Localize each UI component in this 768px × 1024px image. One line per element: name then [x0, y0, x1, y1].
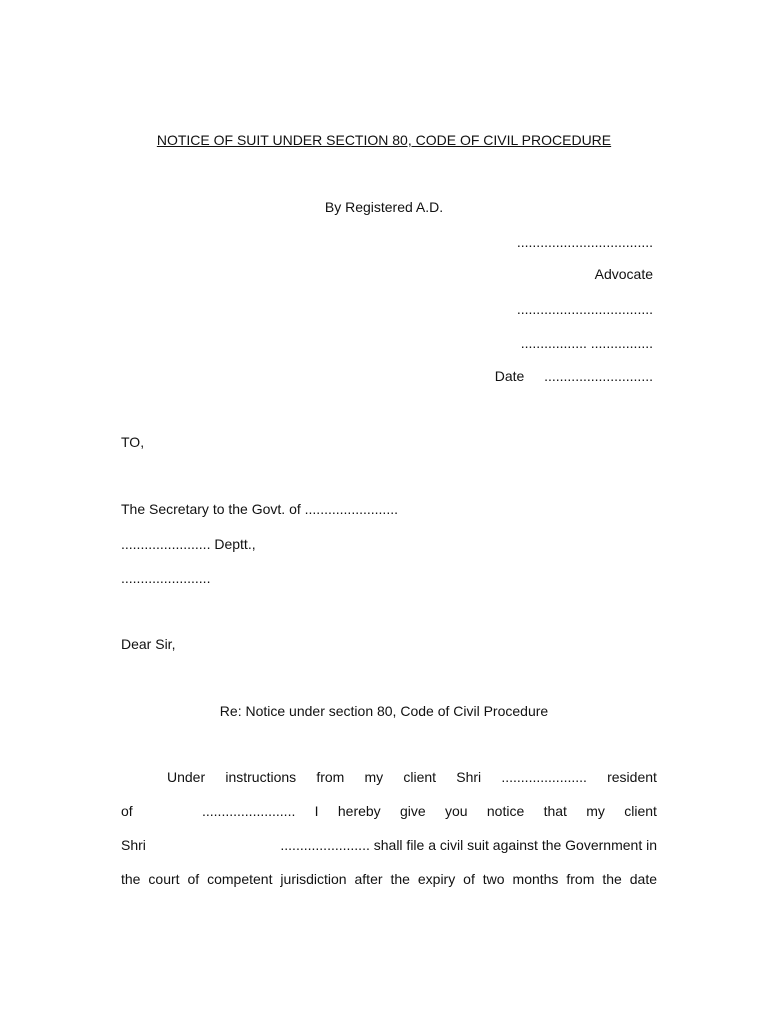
- sender-address-line2: ................. ................: [520, 335, 653, 351]
- recipient-line3: .......................: [121, 570, 211, 586]
- body-line-4: the court of competent jurisdiction after the expiry of two months from the date: [121, 871, 657, 887]
- subject-line: Re: Notice under section 80, Code of Civil Procedure: [219, 703, 549, 719]
- sender-name-blank: ...................................: [516, 234, 653, 250]
- date-blank: ............................: [544, 368, 653, 384]
- salutation: Dear Sir,: [121, 636, 176, 652]
- body-word: give: [400, 803, 426, 819]
- recipient-line2: ....................... Deptt.,: [121, 536, 256, 552]
- recipient-line1: The Secretary to the Govt. of ........................: [121, 501, 398, 517]
- body-word: you: [445, 803, 468, 819]
- body-word: client: [403, 769, 437, 785]
- sender-designation: Advocate: [594, 266, 653, 282]
- sender-address-line1: ...................................: [516, 301, 653, 317]
- body-word: that: [543, 803, 567, 819]
- body-word: I: [314, 803, 319, 819]
- body-word: ......................: [501, 769, 587, 785]
- body-word: notice: [486, 803, 525, 819]
- body-line-1: [167, 768, 657, 786]
- body-word: instructions: [225, 769, 297, 785]
- body-word: ........................: [202, 803, 296, 819]
- body-word: of: [121, 803, 133, 819]
- body-word: client: [624, 803, 657, 819]
- body-word: Shri: [121, 837, 146, 853]
- date-line: [495, 367, 653, 385]
- body-word: hereby: [337, 803, 381, 819]
- by-registered-ad: By Registered A.D.: [324, 199, 444, 215]
- body-line-2: [121, 802, 657, 820]
- body-word: my: [586, 803, 605, 819]
- body-word: Under: [167, 769, 206, 785]
- date-label: Date: [494, 368, 525, 384]
- body-word: my: [364, 769, 384, 785]
- body-line-3: [121, 836, 657, 854]
- body-word: resident: [607, 769, 657, 785]
- body-word: ....................... shall file a civil suit against the Government in: [280, 837, 657, 853]
- body-word: from: [316, 769, 345, 785]
- recipient-to: TO,: [121, 434, 145, 450]
- body-word: Shri: [456, 769, 482, 785]
- document-title: NOTICE OF SUIT UNDER SECTION 80, CODE OF CIVIL PROCEDURE: [156, 132, 612, 148]
